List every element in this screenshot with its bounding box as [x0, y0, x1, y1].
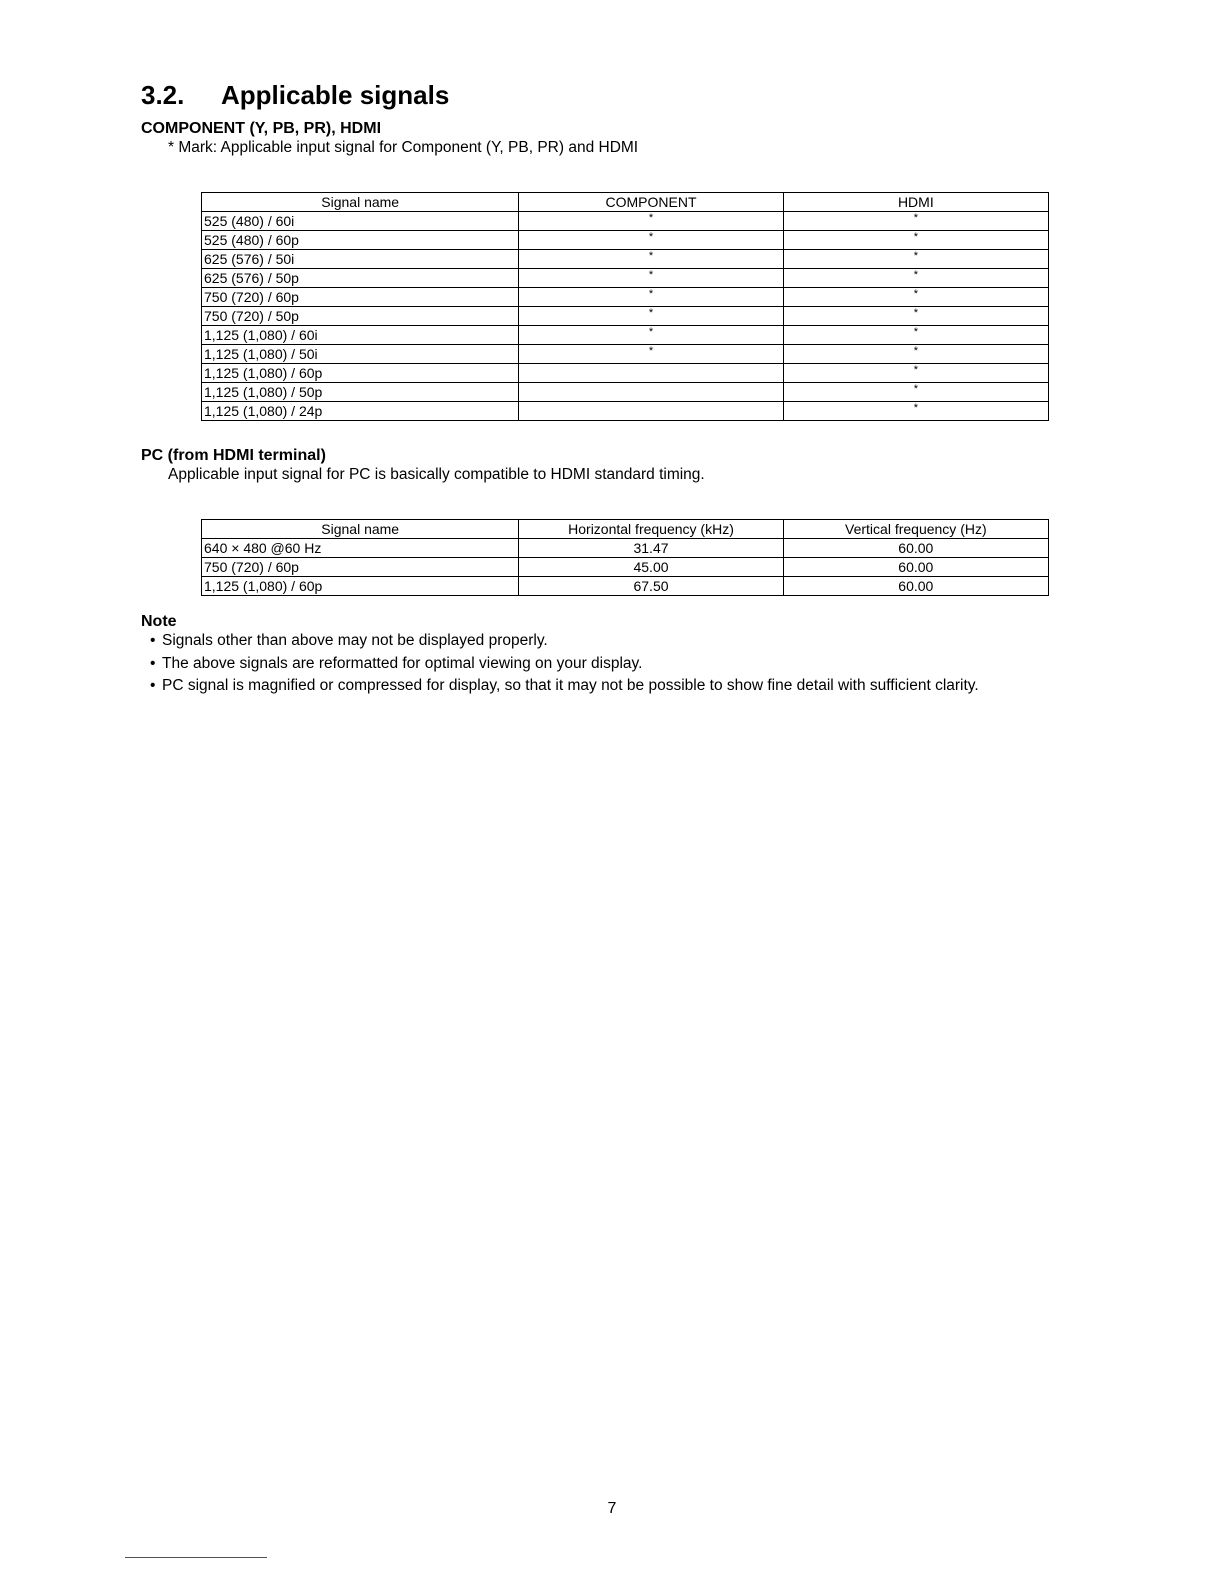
component-mark-cell	[519, 402, 783, 421]
signal-name-cell: 750 (720) / 60p	[202, 288, 519, 307]
signal-name-cell: 1,125 (1,080) / 60i	[202, 326, 519, 345]
pc-description: Applicable input signal for PC is basically compatible to HDMI standard timing.	[168, 466, 705, 483]
hdmi-mark-cell: *	[783, 269, 1048, 288]
hdmi-mark-cell: *	[783, 307, 1048, 326]
signal-name-cell: 750 (720) / 60p	[202, 558, 519, 577]
component-mark-cell	[519, 364, 783, 383]
component-heading: COMPONENT (Y, PB, PR), HDMI	[141, 120, 382, 137]
signal-name-cell: 625 (576) / 50i	[202, 250, 519, 269]
table-row	[202, 212, 1049, 231]
signal-name-cell: 1,125 (1,080) / 24p	[202, 402, 519, 421]
vertical-frequency-cell: 60.00	[783, 577, 1048, 596]
vertical-frequency-cell: 60.00	[783, 558, 1048, 577]
section-title	[141, 80, 449, 111]
hdmi-mark-cell: *	[783, 212, 1048, 231]
column-header: Signal name	[202, 193, 519, 212]
hdmi-mark-cell: *	[783, 383, 1048, 402]
signal-name-cell: 525 (480) / 60p	[202, 231, 519, 250]
section-title-text: Applicable signals	[221, 80, 450, 110]
hdmi-mark-cell: *	[783, 288, 1048, 307]
vertical-frequency-cell: 60.00	[783, 539, 1048, 558]
column-header: Horizontal frequency (kHz)	[519, 520, 783, 539]
component-mark-cell: *	[519, 326, 783, 345]
table-row	[202, 269, 1049, 288]
signal-name-cell: 1,125 (1,080) / 60p	[202, 364, 519, 383]
signal-name-cell: 525 (480) / 60i	[202, 212, 519, 231]
hdmi-mark-cell: *	[783, 402, 1048, 421]
hdmi-mark-cell: *	[783, 231, 1048, 250]
component-mark-cell: *	[519, 307, 783, 326]
page-number: 7	[607, 1500, 617, 1517]
note-item: • The above signals are reformatted for optimal viewing on your display.	[150, 655, 979, 678]
pc-heading: PC (from HDMI terminal)	[141, 447, 326, 464]
signal-name-cell: 625 (576) / 50p	[202, 269, 519, 288]
horizontal-frequency-cell: 67.50	[519, 577, 783, 596]
note-list	[150, 632, 979, 700]
horizontal-frequency-cell: 31.47	[519, 539, 783, 558]
table-row	[202, 250, 1049, 269]
table-row	[202, 345, 1049, 364]
column-header: HDMI	[783, 193, 1048, 212]
table-header-row	[202, 193, 1049, 212]
table-row	[202, 402, 1049, 421]
pc-signal-table	[201, 519, 1049, 596]
table-row	[202, 288, 1049, 307]
column-header: Signal name	[202, 520, 519, 539]
note-item: • PC signal is magnified or compressed for display, so that it may not be possible to show fine detail with sufficient clarity.	[150, 677, 979, 700]
signal-name-cell: 1,125 (1,080) / 60p	[202, 577, 519, 596]
horizontal-frequency-cell: 45.00	[519, 558, 783, 577]
table-row	[202, 558, 1049, 577]
component-mark-cell: *	[519, 288, 783, 307]
component-mark-cell: *	[519, 269, 783, 288]
column-header: COMPONENT	[519, 193, 783, 212]
component-mark-cell	[519, 383, 783, 402]
component-mark-cell: *	[519, 231, 783, 250]
table-row	[202, 577, 1049, 596]
signal-name-cell: 750 (720) / 50p	[202, 307, 519, 326]
table-row	[202, 326, 1049, 345]
hdmi-mark-cell: *	[783, 250, 1048, 269]
note-heading: Note	[141, 613, 177, 630]
section-number: 3.2.	[141, 80, 185, 110]
table-row	[202, 539, 1049, 558]
table-header-row	[202, 520, 1049, 539]
table-row	[202, 307, 1049, 326]
note-item: • Signals other than above may not be displayed properly.	[150, 632, 979, 655]
hdmi-mark-cell: *	[783, 326, 1048, 345]
table-row	[202, 383, 1049, 402]
hdmi-mark-cell: *	[783, 364, 1048, 383]
component-mark-cell: *	[519, 250, 783, 269]
component-signal-table	[201, 192, 1049, 421]
column-header: Vertical frequency (Hz)	[783, 520, 1048, 539]
footer-rule	[125, 1557, 267, 1558]
component-mark-note: * Mark: Applicable input signal for Component (Y, PB, PR) and HDMI	[168, 139, 639, 156]
component-mark-cell: *	[519, 345, 783, 364]
table-row	[202, 364, 1049, 383]
hdmi-mark-cell: *	[783, 345, 1048, 364]
component-mark-cell: *	[519, 212, 783, 231]
signal-name-cell: 640 × 480 @60 Hz	[202, 539, 519, 558]
table-row	[202, 231, 1049, 250]
signal-name-cell: 1,125 (1,080) / 50p	[202, 383, 519, 402]
signal-name-cell: 1,125 (1,080) / 50i	[202, 345, 519, 364]
